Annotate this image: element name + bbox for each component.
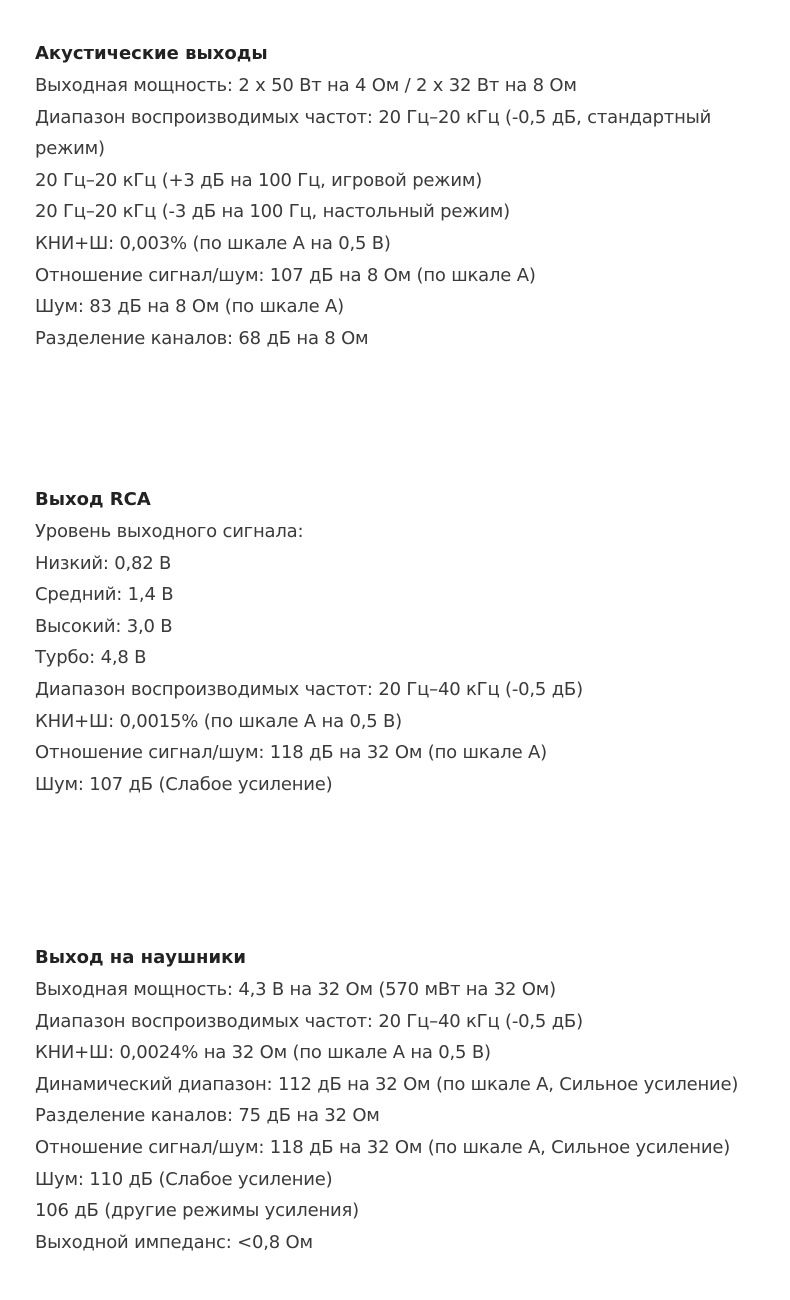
headphone-output-section [35,942,780,1258]
spec-line: Выходная мощность: 2 x 50 Вт на 4 Ом / 2 x 32 Вт на 8 Ом [35,75,577,96]
spec-list [35,974,780,1258]
spec-list [35,70,780,354]
spec-line: Турбо: 4,8 В [35,647,147,669]
spec-line: Отношение сигнал/шум: 118 дБ на 32 Ом (по шкале A) [35,742,547,764]
speaker-outputs-section [35,38,780,354]
spec-line: Шум: 110 дБ (Слабое усиление) [35,1168,333,1190]
spec-line: Диапазон воспроизводимых частот: 20 Гц–40 кГц (-0,5 дБ) [35,1010,583,1032]
spec-line: 20 Гц–20 кГц (+3 дБ на 100 Гц, игровой режим) [35,169,483,191]
spec-line: Уровень выходного сигнала: [35,521,304,542]
spec-line: Шум: 107 дБ (Слабое усиление) [35,773,333,795]
spec-line: Средний: 1,4 В [35,584,174,606]
spec-line: Низкий: 0,82 В [35,552,172,574]
spec-line: Диапазон воспроизводимых частот: 20 Гц–40 кГц (-0,5 дБ) [35,678,583,700]
spec-line: Отношение сигнал/шум: 107 дБ на 8 Ом (по шкале A) [35,264,536,286]
spec-line: 20 Гц–20 кГц (-3 дБ на 100 Гц, настольный режим) [35,201,510,223]
section-title: Акустические выходы [35,43,268,64]
spec-line: Диапазон воспроизводимых частот: 20 Гц–20 кГц (-0,5 дБ, стандартный режим) [35,106,712,160]
spec-line: 106 дБ (другие режимы усиления) [35,1200,359,1222]
spec-list [35,516,780,800]
spec-line: Высокий: 3,0 В [35,615,173,637]
section-title: Выход RCA [35,489,151,510]
spec-line: Динамический диапазон: 112 дБ на 32 Ом (по шкале A, Сильное усиление) [35,1073,739,1095]
spec-line: Выходная мощность: 4,3 В на 32 Ом (570 мВт на 32 Ом) [35,979,556,1000]
spec-line: Разделение каналов: 68 дБ на 8 Ом [35,327,369,349]
spec-line: КНИ+Ш: 0,0015% (по шкале A на 0,5 В) [35,710,402,732]
spec-line: КНИ+Ш: 0,0024% на 32 Ом (по шкале A на 0,5 В) [35,1042,491,1064]
spec-line: Разделение каналов: 75 дБ на 32 Ом [35,1105,380,1127]
section-title: Выход на наушники [35,947,246,968]
spec-line: Шум: 83 дБ на 8 Ом (по шкале A) [35,296,344,318]
spec-line: Выходной импеданс: <0,8 Ом [35,1231,313,1253]
spec-line: Отношение сигнал/шум: 118 дБ на 32 Ом (по шкале A, Сильное усиление) [35,1136,731,1158]
rca-output-section [35,484,780,800]
spec-line: КНИ+Ш: 0,003% (по шкале A на 0,5 В) [35,232,391,254]
